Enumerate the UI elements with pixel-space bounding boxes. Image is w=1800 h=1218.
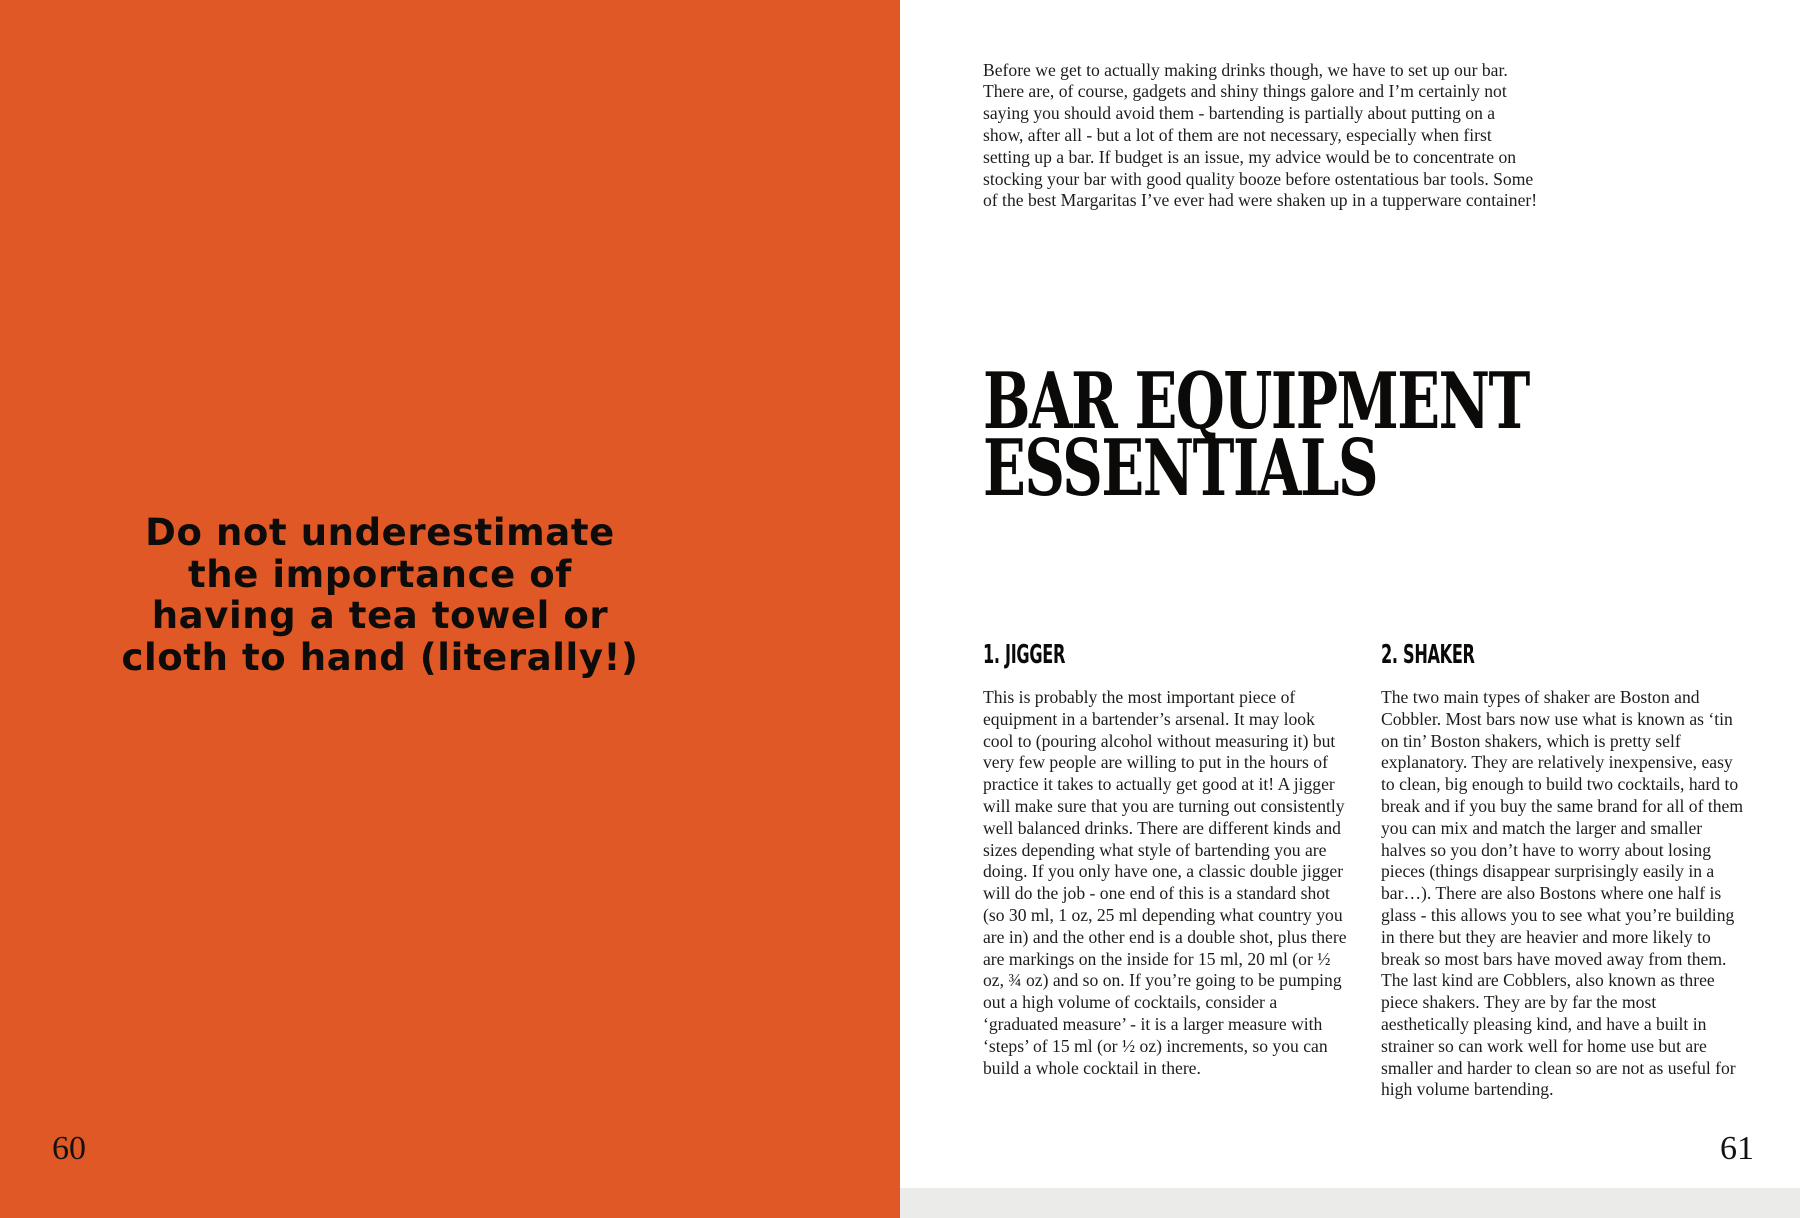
section-shaker: [1381, 640, 1747, 1101]
intro-paragraph: Before we get to actually making drinks though, we have to set up our bar. There are, of course, gadgets and shiny things galore and I’m certainly not saying you should avoid them - bartending is partially about putting on a show, after all - but a lot of them are not necessary, especially when first setting up a bar. If budget is an issue, my advice would be to concentrate on stocking your bar with good quality booze before ostentatious bar tools. Some of the best Margaritas I’ve ever had were shaken up in a tupperware container!: [983, 59, 1538, 211]
pull-quote: [95, 512, 665, 678]
chapter-heading: [983, 356, 1741, 514]
chapter-heading-line-2: ESSENTIALS: [983, 423, 1378, 514]
equipment-columns: [983, 640, 1763, 1101]
section-shaker-body: The two main types of shaker are Boston and Cobbler. Most bars now use what is known as ‘tin on tin’ Boston shakers, which is pretty self explanatory. They are relatively inexpensive, easy to clean, big enough to build two cocktails, hard to break and if you buy the same brand for all of them you can mix and match the larger and smaller halves so you don’t have to worry about losing pieces (things disappear surprisingly easily in a bar…). There are also Bostons where one half is glass - this allows you to see what you’re building in there but they are heavier and more likely to break so most bars have moved away from them. The last kind are Cobblers, also known as three piece shakers. They are by far the most aesthetically pleasing kind, and have a built in strainer so can work well for home use but are smaller and harder to clean so are not as useful for high volume bartending.: [1381, 687, 1744, 1100]
section-jigger-body: This is probably the most important piece of equipment in a bartender’s arsenal. It may look cool to (pouring alcohol without measuring it) but very few people are willing to put in the hours of practice it takes to actually get good at it! A jigger will make sure that you are turning out consistently well balanced drinks. There are different kinds and sizes depending what style of bartending you are doing. If you only have one, a classic double jigger will do the job - one end of this is a standard shot (so 30 ml, 1 oz, 25 ml depending what country you are in) and the other end is a double shot, plus there are markings on the inside for 15 ml, 20 ml (or ½ oz, ¾ oz) and so on. If you’re going to be pumping out a high volume of cocktails, consider a ‘graduated measure’ - it is a larger measure with ‘steps’ of 15 ml (or ½ oz) increments, so you can build a whole cocktail in there.: [983, 687, 1347, 1078]
chapter-heading-line-1: BAR EQUIPMENT: [983, 356, 1529, 447]
page-number-right: 61: [1720, 1130, 1754, 1167]
page-bottom-edge: [900, 1188, 1800, 1218]
pull-quote-line: having a tea towel or: [151, 594, 609, 637]
section-jigger: [983, 640, 1349, 1101]
pull-quote-line: Do not underestimate: [145, 511, 615, 554]
pull-quote-line: the importance of: [187, 552, 572, 596]
page-number-left: 60: [52, 1130, 86, 1167]
section-shaker-title: 2. SHAKER: [1381, 640, 1475, 670]
pull-quote-line: cloth to hand (literally!): [121, 635, 639, 679]
right-page: [900, 0, 1800, 1218]
section-jigger-title: 1. JIGGER: [983, 640, 1066, 670]
